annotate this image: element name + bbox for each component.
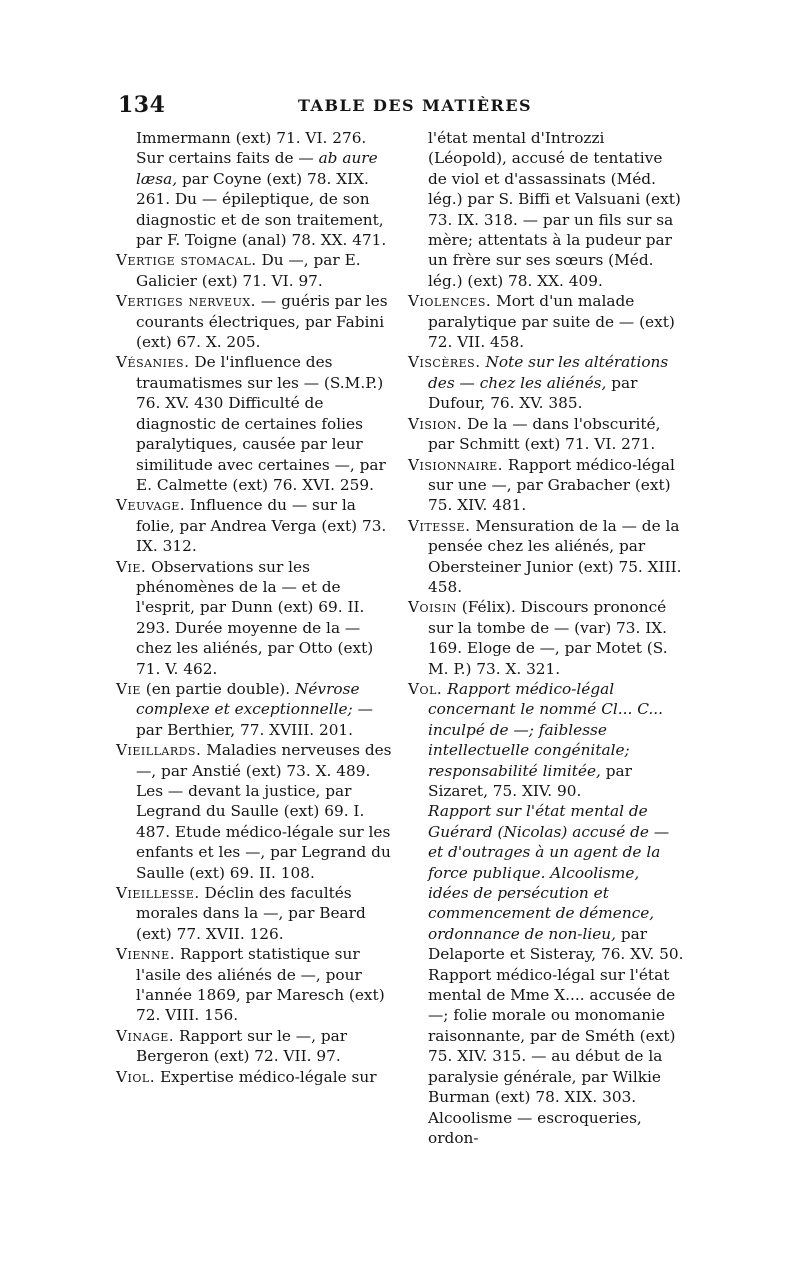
index-entry bbox=[116, 740, 392, 883]
entry-heading: Vie. bbox=[116, 557, 147, 576]
index-entry bbox=[116, 495, 392, 556]
index-entry bbox=[408, 455, 684, 516]
entry-text: Observations sur les phénomènes de la — et de l'esprit, par Dunn (ext) 69. II. 293. Durée moyenne de la — chez les aliénés, par Otto (ext) 71. V. 462. bbox=[136, 557, 374, 678]
entry-heading: Vertige stomacal. bbox=[116, 251, 257, 270]
entry-text-continued: — par Berthier, 77. XVIII. 201. bbox=[136, 700, 373, 739]
index-entry bbox=[408, 291, 684, 352]
entry-text: Mort d'un malade paralytique par suite de — (ext) 72. VII. 458. bbox=[428, 292, 675, 352]
entry-text: Rapport sur le —, par Bergeron (ext) 72. VII. 97. bbox=[136, 1026, 348, 1066]
page-number: 134 bbox=[118, 92, 166, 118]
index-entry bbox=[408, 352, 684, 413]
entry-text-continued: par Delaporte et Sisteray, 76. XV. 50. Rapport médico-légal sur l'état mental de Mme X.... accusée de —; folie morale ou monomanie raisonnante, par de Sméth (ext) 75. XIV. 315. — au début de la paralysie générale, par Wilkie Burman (ext) 78. XIX. 303. Alcoolisme — escroqueries, ordon- bbox=[428, 924, 684, 1147]
entry-heading: Vieillesse. bbox=[116, 884, 200, 903]
entry-text: l'état mental d'Introzzi (Léopold), accusé de tentative de viol et d'assassinats (Méd. lég.) par S. Biffi et Valsuani (ext) 73. IX. 318. — par un fils sur sa mère; attentats à la pudeur par un frère sur ses sœurs (Méd. lég.) (ext) 78. XX. 409. bbox=[428, 129, 681, 290]
entry-heading: Vieillards. bbox=[116, 741, 202, 760]
index-entry bbox=[116, 352, 392, 495]
running-title: TABLE DES MATIÈRES bbox=[298, 96, 533, 115]
entry-text: Expertise médico-légale sur bbox=[155, 1067, 377, 1086]
entry-italic-text: Rapport médico-légal concernant le nommé Cl... C... inculpé de —; faiblesse intellectuelle congénitale; responsabilité limitée, bbox=[428, 679, 663, 780]
entry-text: Immermann (ext) 71. VI. 276. Sur certains faits de — bbox=[136, 129, 367, 168]
index-entry bbox=[116, 1067, 392, 1087]
entry-heading: Veuvage. bbox=[116, 496, 186, 515]
entry-heading: Vésanies. bbox=[116, 353, 190, 372]
entry-text: De la — dans l'obscurité, par Schmitt (ext) 71. VI. 271. bbox=[428, 414, 661, 454]
index-entry bbox=[408, 414, 684, 455]
index-entry bbox=[116, 250, 392, 291]
index-entry bbox=[408, 516, 684, 598]
entry-text: Maladies nerveuses des —, par Anstié (ext) 73. X. 489. Les — devant la justice, par Legrand du Saulle (ext) 69. I. 487. Etude médico-légale sur les enfants et les —, par Legrand du Saulle (ext) 69. II. 108. bbox=[136, 741, 392, 882]
entry-text: Rapport statistique sur l'asile des aliénés de —, pour l'année 1869, par Maresch (ext) 72. VIII. 156. bbox=[136, 945, 385, 1025]
index-entry bbox=[116, 679, 392, 740]
index-column-left bbox=[116, 128, 392, 1087]
entry-text: Influence du — sur la folie, par Andrea Verga (ext) 73. IX. 312. bbox=[136, 496, 387, 556]
index-entry bbox=[408, 679, 684, 801]
entry-text: (Félix). Discours prononcé sur la tombe de — (var) 73. IX. 169. Eloge de —, par Motet (S. M. P.) 73. X. 321. bbox=[428, 598, 668, 678]
index-entry bbox=[116, 291, 392, 352]
entry-heading: Vienne. bbox=[116, 945, 176, 964]
entry-heading: Vol. bbox=[408, 679, 443, 698]
entry-text: Du —, par E. Galicier (ext) 71. VI. 97. bbox=[136, 251, 361, 290]
entry-text: De l'influence des traumatismes sur les — (S.M.P.) 76. XV. 430 Difficulté de diagnostic de certaines folies paralytiques, causée par leur similitude avec certaines —, par E. Calmette (ext) 76. XVI. 259. bbox=[136, 353, 386, 494]
entry-italic-text: Note sur les altérations des — chez les aliénés, bbox=[428, 353, 669, 392]
entry-italic-text: ab aure læsa, bbox=[136, 149, 378, 188]
index-entry bbox=[428, 801, 684, 1148]
entry-text: Déclin des facultés morales dans la —, par Beard (ext) 77. XVII. 126. bbox=[136, 884, 366, 943]
entry-heading: Viscères. bbox=[408, 353, 481, 372]
index-entry bbox=[116, 944, 392, 1026]
entry-heading: Viol. bbox=[116, 1067, 156, 1086]
entry-text: Mensuration de la — de la pensée chez les aliénés, par Obersteiner Junior (ext) 75. XIII. 458. bbox=[428, 516, 682, 596]
page-header bbox=[118, 92, 680, 118]
entry-text: (en partie double). bbox=[140, 679, 295, 698]
index-entry bbox=[116, 883, 392, 944]
entry-text: — guéris par les courants électriques, par Fabini (ext) 67. X. 205. bbox=[136, 292, 388, 352]
index-entry bbox=[136, 128, 392, 250]
entry-text: Rapport médico-légal sur une —, par Grabacher (ext) 75. XIV. 481. bbox=[428, 455, 675, 515]
entry-heading: Vertiges nerveux. bbox=[116, 292, 257, 311]
index-entry bbox=[428, 128, 684, 291]
entry-italic-text: Névrose complexe et exceptionnelle; bbox=[136, 679, 360, 719]
index-column-right bbox=[408, 128, 684, 1148]
entry-text-continued: par Dufour, 76. XV. 385. bbox=[428, 373, 638, 413]
entry-text-continued: par Coyne (ext) 78. XIX. 261. Du — épileptique, de son diagnostic et de son traitement, par F. Toigne (anal) 78. XX. 471. bbox=[136, 169, 387, 250]
index-entry bbox=[116, 557, 392, 679]
entry-heading: Voisin bbox=[408, 598, 457, 617]
entry-heading: Vie bbox=[116, 679, 141, 698]
entry-heading: Vinage. bbox=[116, 1026, 175, 1045]
index-entry bbox=[408, 597, 684, 679]
entry-heading: Visionnaire. bbox=[408, 455, 504, 474]
entry-text-continued: par Sizaret, 75. XIV. 90. bbox=[428, 761, 632, 800]
index-entry bbox=[116, 1026, 392, 1067]
entry-heading: Vision. bbox=[408, 414, 463, 433]
entry-heading: Vitesse. bbox=[408, 516, 471, 535]
entry-heading: Violences. bbox=[408, 292, 492, 311]
entry-italic-text: Rapport sur l'état mental de Guérard (Nicolas) accusé de — et d'outrages à un agent de la force publique. Alcoolisme, idées de persécution et commencement de démence, ordonnance de non-lieu, bbox=[428, 802, 670, 943]
